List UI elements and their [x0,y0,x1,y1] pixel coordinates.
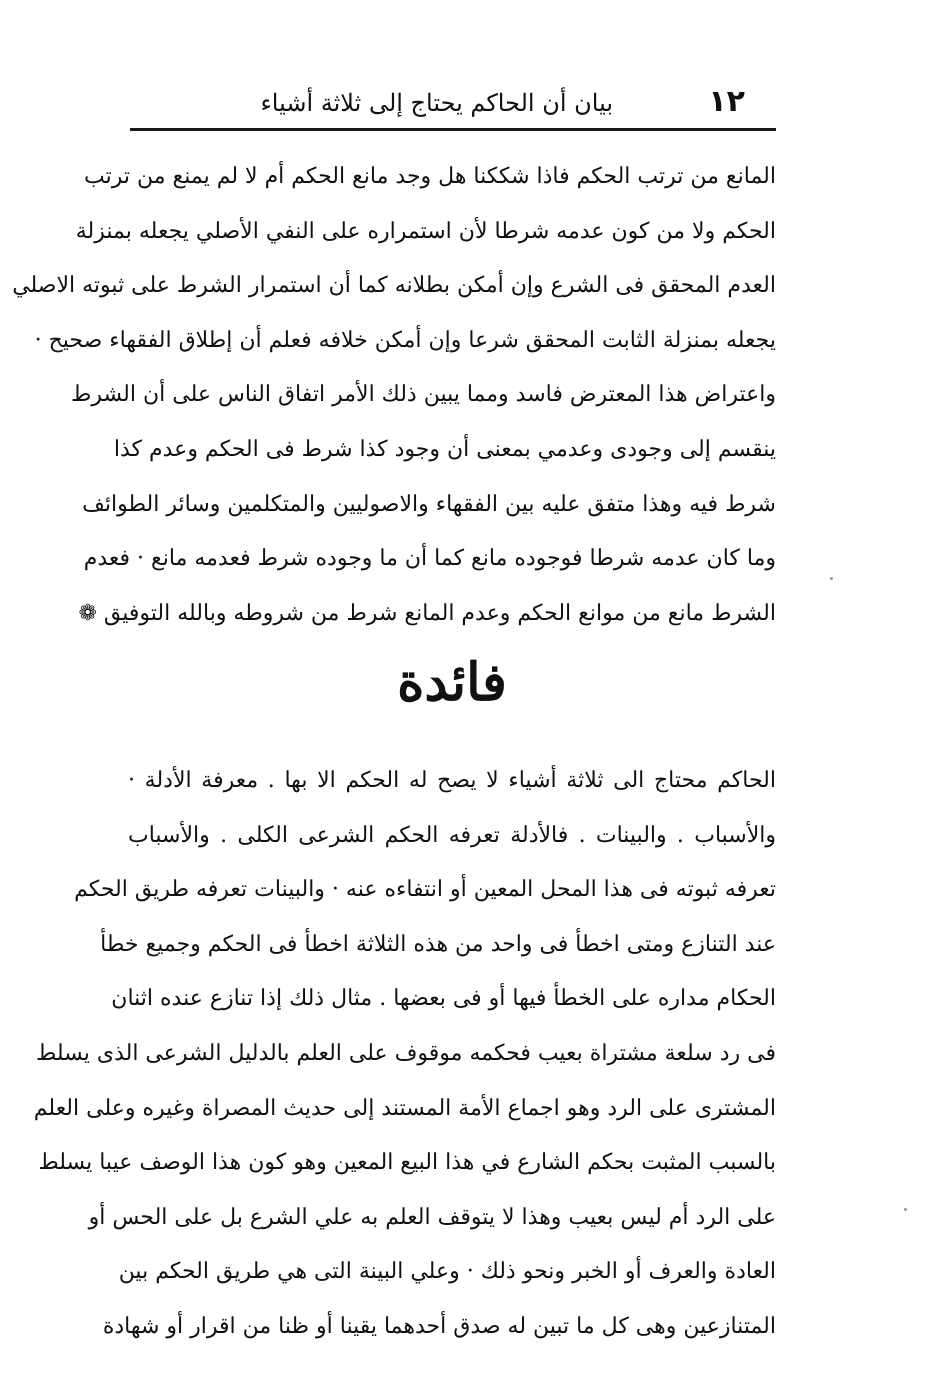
text-line: المتنازعين وهى كل ما تبين له صدق أحدهما يقينا أو ظنا من اقرار أو شهادة [102,1313,776,1339]
text-line: فى رد سلعة مشتراة بعيب فحكمه موقوف على العلم بالدليل الشرعى الذى يسلط [35,1040,776,1066]
text-line: واعتراض هذا المعترض فاسد ومما يبين ذلك الأمر اتفاق الناس على أن الشرط [71,382,776,408]
section-heading: فائدة [397,652,507,713]
text-line: وما كان عدمه شرطا فوجوده مانع كما أن ما وجوده شرط فعدمه مانع · فعدم [83,546,776,572]
paragraph-1 [12,150,776,641]
text-line: يجعله بمنزلة الثابت المحقق شرعا وإن أمكن خلافه فعلم أن إطلاق الفقهاء صحيح · [34,327,776,353]
text-line: الحكم ولا من كون عدمه شرطا لأن استمراره على النفي الأصلي يجعله بمنزلة [75,218,776,244]
text-line: عند التنازع ومتى اخطأ فى واحد من هذه الثلاثة اخطأ فى الحكم وجميع خطأ [100,931,776,957]
page-number: ١٢ [708,84,745,119]
paragraph-2 [33,754,776,1355]
text-line: الشرط مانع من موانع الحكم وعدم المانع شرط من شروطه وبالله التوفيق ❁ [78,600,776,626]
running-title: بيان أن الحاكم يحتاج إلى ثلاثة أشياء [260,89,613,117]
text-line: المانع من ترتب الحكم فاذا شككنا هل وجد مانع الحكم أم لا لم يمنع من ترتب [84,164,776,189]
scan-speck [830,577,833,580]
text-line: ينقسم إلى وجودى وعدمي بمعنى أن وجود كذا شرط فى الحكم وعدم كذا [113,436,776,462]
text-line: شرط فيه وهذا متفق عليه بين الفقهاء والاصوليين والمتكلمين وسائر الطوائف [82,491,776,517]
text-line: بالسبب المثبت بحكم الشارع في هذا البيع المعين وهو كون هذا الوصف عيبا يسلط [38,1150,776,1176]
text-line: والأسباب . والبينات . فالأدلة تعرفه الحكم الشرعى الكلى . والأسباب [128,822,776,848]
scan-speck [904,1208,907,1211]
text-line: تعرفه ثبوته فى هذا المحل المعين أو انتفاءه عنه · والبينات تعرفه طريق الحكم [74,877,776,903]
text-line: المشترى على الرد وهو اجماع الأمة المستند إلى حديث المصراة وغيره وعلى العلم [33,1095,776,1121]
text-line: على الرد أم ليس بعيب وهذا لا يتوقف العلم به علي الشرع بل على الحس أو [88,1204,776,1230]
header-rule [130,128,776,131]
text-line: الحاكم محتاج الى ثلاثة أشياء لا يصح له الحكم الا بها . معرفة الأدلة · [128,768,776,793]
text-line: العادة والعرف أو الخبر ونحو ذلك · وعلي البينة التى هي طريق الحكم بين [118,1259,776,1285]
text-line: العدم المحقق فى الشرع وإن أمكن بطلانه كما أن استمرار الشرط على ثبوته الاصلي [12,273,776,299]
page-header [128,78,773,124]
text-line: الحكام مداره على الخطأ فيها أو فى بعضها . مثال ذلك إذا تنازع عنده اثنان [111,986,776,1012]
